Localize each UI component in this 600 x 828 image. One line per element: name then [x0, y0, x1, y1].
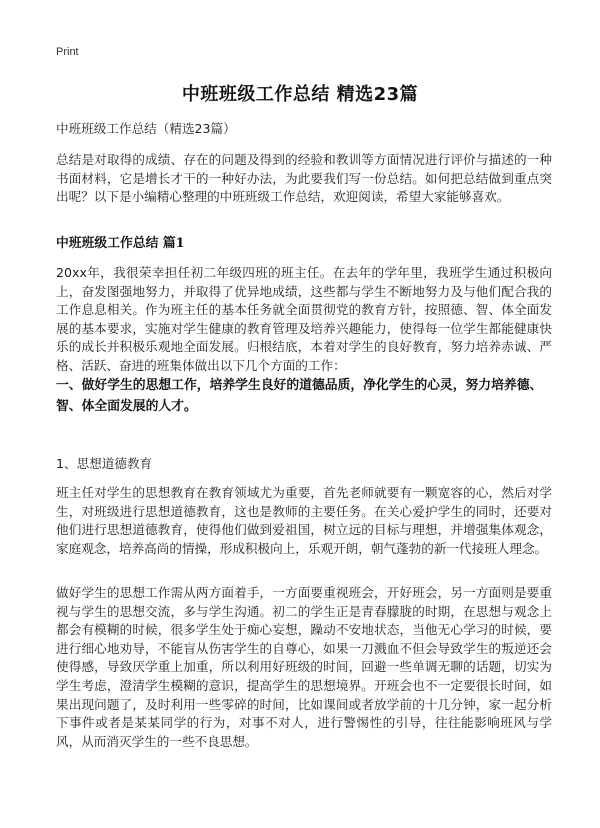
body-paragraph: 班主任对学生的思想教育在教育领域尤为重要，首先老师就要有一颗宽容的心，然后对学生，对班级进行思想道德教育，这也是教师的主要任务。在关心爱护学生的同时，还要对他们进行思想道德教育，使得他们做到爱祖国，树立远的目标与理想，并增强集体观念，家庭观念，培养高尚的情操，形成积极向上，乐观开朗，朝气蓬勃的新一代接班人理念。 [56, 485, 552, 556]
body-paragraph: 20xx年，我很荣幸担任初二年级四班的班主任。在去年的学年里，我班学生通过积极向上，奋发图强地努力，并取得了优异地成绩，这些都与学生不断地努力及与他们配合我的工作息息相关。作为班主任的基本任务就全面贯彻党的教育方针，按照德、智、体全面发展的基本要求，实施对学生健康的教育管理及培养兴趣能力，使得每一位学生都能健康快乐的成长并积极乐观地全面发展。归根结底，本着对学生的良好教育，努力培养赤诚、严格、活跃、奋进的班集体做出以下几个方面的工作： [56, 265, 552, 373]
document-subtitle: 中班班级工作总结（精选23篇） [56, 121, 236, 136]
body-paragraph: 做好学生的思想工作需从两方面着手，一方面要重视班会，开好班会，另一方面则是要重视与学生的思想交流，多与学生沟通。初二的学生正是青春朦胧的时期，在思想与观念上都会有模糊的时候，很多学生处于痴心妄想，躁动不安地状态，当他无心学习的时候，要进行细心地劝导，不能盲从伤害学生的自尊心，如果一刀溅血不但会导致学生的叛逆还会使得感，导致厌学重上加重，所以利用好班级的时间，回避一些单调无聊的话题，切实为学生考虑，澄清学生模糊的意识，提高学生的思想境界。开班会也不一定要很长时间，如果出现问题了，及时利用一些零碎的时间，比如课间或者放学前的十几分钟，家一起分析下事件或者是某某同学的行为，对事不对人，进行警惕性的引导，往往能影响班风与学风，从而消灭学生的一些不良思想。 [56, 585, 552, 749]
intro-paragraph: 总结是对取得的成绩、存在的问题及得到的经验和教训等方面情况进行评价与描述的一种书面材料，它是增长才干的一种好办法，为此要我们写一份总结。如何把总结做到重点突出呢？以下是小编精心整理的中班班级工作总结，欢迎阅读，希望大家能够喜欢。 [56, 152, 552, 205]
subsection-heading: 1、思想道德教育 [56, 456, 153, 471]
section-heading: 中班班级工作总结 篇1 [56, 236, 185, 251]
point-heading: 一、做好学生的思想工作，培养学生良好的道德品质，净化学生的心灵，努力培养德、智、体全面发展的人才。 [56, 378, 543, 414]
print-link[interactable]: Print [56, 46, 79, 58]
page-title: 中班班级工作总结 精选23篇 [181, 84, 419, 105]
